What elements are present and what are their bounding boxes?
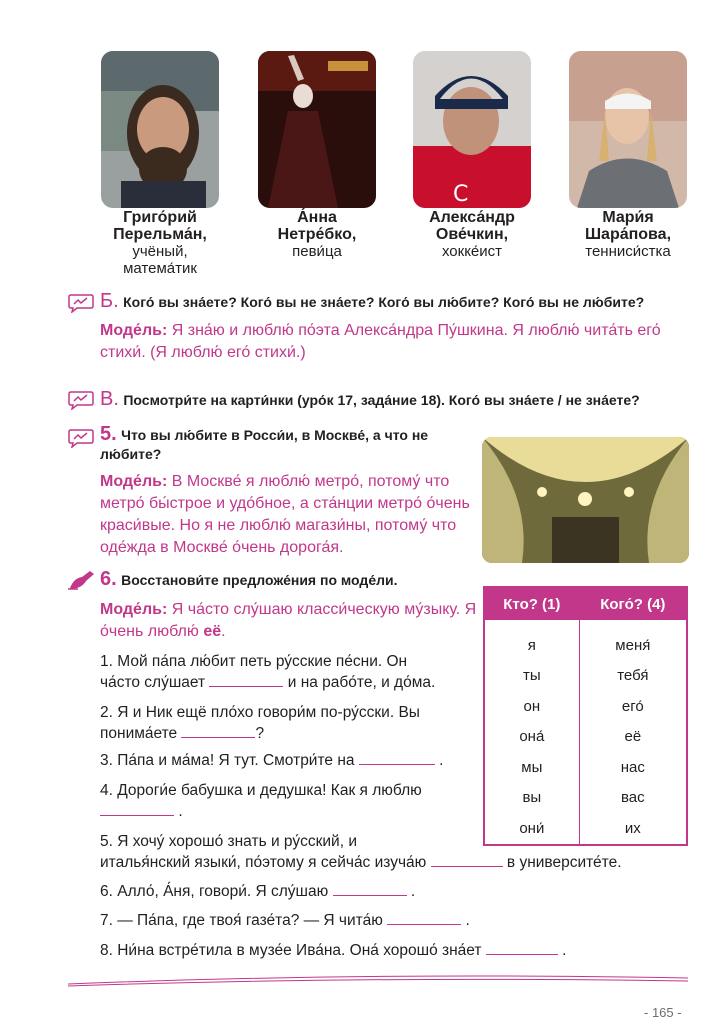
table-cell: вы: [484, 783, 579, 814]
footer-divider: [68, 970, 693, 988]
item-text: понима́ете: [100, 725, 178, 742]
item-text: италья́нский языки́, по́этому я сейча́с изуча́ю: [100, 854, 427, 871]
exercise-number: 5.: [100, 423, 117, 445]
section-letter: Б.: [100, 290, 119, 312]
person-ovechkin: [397, 209, 547, 260]
person-surname: Перельма́н,: [113, 226, 207, 243]
table-cell: нас: [620, 758, 645, 776]
table-row: [484, 783, 687, 814]
speech-bubble-icon: [68, 390, 94, 410]
answer-blank[interactable]: [333, 881, 407, 896]
model-text-5: [100, 471, 470, 559]
photo-netrebko: [258, 51, 376, 208]
model-label: Моде́ль:: [100, 601, 168, 618]
item-text: 7. — Па́па, где твоя́ газе́та? — Я чита́ю: [100, 912, 383, 929]
table-cell: мы: [484, 752, 579, 783]
model-body: Я зна́ю и люблю́ по́эта Алекса́ндра Пу́шкина. Я люблю́ чита́ть его́ стихи́. (Я люблю́ его́ стихи́.): [100, 322, 661, 361]
table-row: [484, 752, 687, 783]
item-text: .: [439, 752, 444, 769]
item-text: 3. Па́па и ма́ма! Я тут. Смотри́те на: [100, 752, 355, 769]
pronoun-table: [483, 586, 688, 846]
table-header-row: [484, 587, 687, 620]
answer-blank[interactable]: [431, 852, 503, 867]
person-role: тенниси́стка: [585, 243, 671, 260]
photo-perelman: [101, 51, 219, 208]
section-b-header: [100, 290, 644, 313]
column-header: Кто? (1): [484, 587, 579, 620]
person-role: матема́тик: [123, 260, 197, 277]
section-5-header: [100, 425, 445, 464]
table-cell: их: [624, 819, 641, 837]
answer-blank[interactable]: [359, 750, 435, 765]
section-6-header: [100, 568, 398, 591]
task-text: Что вы лю́бите в Росси́и, в Москве́, а что не лю́бите?: [100, 427, 429, 462]
person-name: Мари́я: [602, 209, 654, 226]
section-v-header: [100, 388, 640, 411]
task-text: Восстанови́те предложе́ния по моде́ли.: [121, 572, 398, 588]
table-cell: я: [484, 630, 579, 661]
table-row: [484, 661, 687, 692]
item-text: 4. Дороги́е бабушка и дедушка! Как я люблю: [100, 782, 422, 799]
speech-bubble-icon: [68, 293, 94, 313]
person-perelman: [85, 209, 235, 277]
photo-sharapova: [569, 51, 687, 208]
person-role: хокке́ист: [441, 243, 503, 260]
person-role: певи́ца: [292, 243, 342, 260]
person-name: Григо́рий: [123, 209, 197, 226]
item-text: ча́сто слу́шает: [100, 674, 206, 691]
task-text: Посмотри́те на карти́нки (уро́к 17, зада́ние 18). Кого́ вы зна́ете / не зна́ете?: [123, 392, 640, 408]
model-body: Я ча́сто слу́шаю класси́ческую му́зыку. Я о́чень люблю́: [100, 601, 477, 640]
model-bold-word: её: [203, 623, 222, 640]
table-row: [484, 630, 687, 661]
exercise-item-2: [100, 702, 480, 744]
item-text: 2. Я и Ник ещё пло́хо говори́м по-ру́сски. Вы: [100, 704, 420, 721]
item-text: 5. Я хочу́ хорошо́ знать и ру́сский, и: [100, 833, 357, 850]
model-end: .: [221, 623, 226, 640]
exercise-item-6: [100, 881, 700, 902]
item-text: 1. Мой па́па лю́бит петь ру́сские пе́сни. Он: [100, 653, 408, 670]
person-role: учёный,: [132, 243, 188, 260]
table-cell: его́: [621, 697, 644, 715]
table-cell: он: [484, 691, 579, 722]
table-cell: её: [624, 728, 642, 746]
table-cell: меня́: [615, 636, 651, 654]
model-body: В Москве́ я люблю́ метро́, потому́ что метро́ бы́строе и удо́бное, а ста́нции метро́ о́чень краси́вые. Но я не люблю́ магази́ны, потому́ что оде́жда в Москве́ о́чень дорога́я.: [100, 473, 470, 556]
photo-ovechkin: [413, 51, 531, 208]
person-name: А́нна: [297, 209, 337, 226]
person-surname: Нетре́бко,: [277, 226, 357, 243]
item-text: 8. Ни́на встре́тила в музе́е Ива́на. Она́ хорошо́ зна́ет: [100, 942, 482, 959]
answer-blank[interactable]: [181, 723, 255, 738]
item-text: ?: [255, 725, 265, 742]
model-label: Моде́ль:: [100, 322, 168, 339]
table-row: [484, 691, 687, 722]
answer-blank[interactable]: [387, 910, 461, 925]
person-surname: Шара́пова,: [584, 226, 672, 243]
task-text: Кого́ вы зна́ете? Кого́ вы не зна́ете? Кого́ вы лю́бите? Кого́ вы не лю́бите?: [123, 294, 645, 310]
exercise-item-1: [100, 651, 480, 693]
exercise-item-7: [100, 910, 700, 931]
column-header: Кого́? (4): [579, 587, 687, 620]
table-row: [484, 722, 687, 753]
person-surname: Ове́чкин,: [435, 226, 509, 243]
exercise-number: 6.: [100, 568, 117, 590]
exercise-item-8: [100, 940, 710, 961]
item-text: .: [410, 883, 416, 900]
table-cell: тебя́: [617, 667, 649, 685]
page-number: - 165 -: [644, 1005, 682, 1020]
writing-hand-icon: [68, 568, 96, 590]
model-text-6: [100, 599, 480, 643]
item-text: .: [178, 803, 183, 820]
table-row: [484, 813, 687, 845]
exercise-item-3: [100, 750, 480, 771]
item-text: .: [465, 912, 470, 929]
table-cell: вас: [621, 789, 645, 807]
table-cell: она́: [484, 722, 579, 753]
answer-blank[interactable]: [100, 801, 174, 816]
answer-blank[interactable]: [209, 672, 283, 687]
model-text-b: [100, 320, 695, 364]
item-text: и на рабо́те, и до́ма.: [287, 674, 436, 691]
item-text: 6. Алло́, А́ня, говори́. Я слу́шаю: [100, 883, 329, 900]
svg-text:C: C: [453, 182, 469, 207]
person-sharapova: [553, 209, 703, 260]
photo-metro-station: [482, 437, 689, 563]
person-name: Алекса́ндр: [429, 209, 515, 226]
table-cell: они́: [484, 813, 579, 845]
item-text: .: [562, 942, 567, 959]
speech-bubble-icon: [68, 428, 94, 448]
person-netrebko: [242, 209, 392, 260]
answer-blank[interactable]: [486, 940, 558, 955]
item-text: в университе́те.: [506, 854, 622, 871]
model-label: Моде́ль:: [100, 473, 168, 490]
table-cell: ты: [484, 661, 579, 692]
exercise-item-4: [100, 780, 480, 822]
section-letter: В.: [100, 388, 119, 410]
